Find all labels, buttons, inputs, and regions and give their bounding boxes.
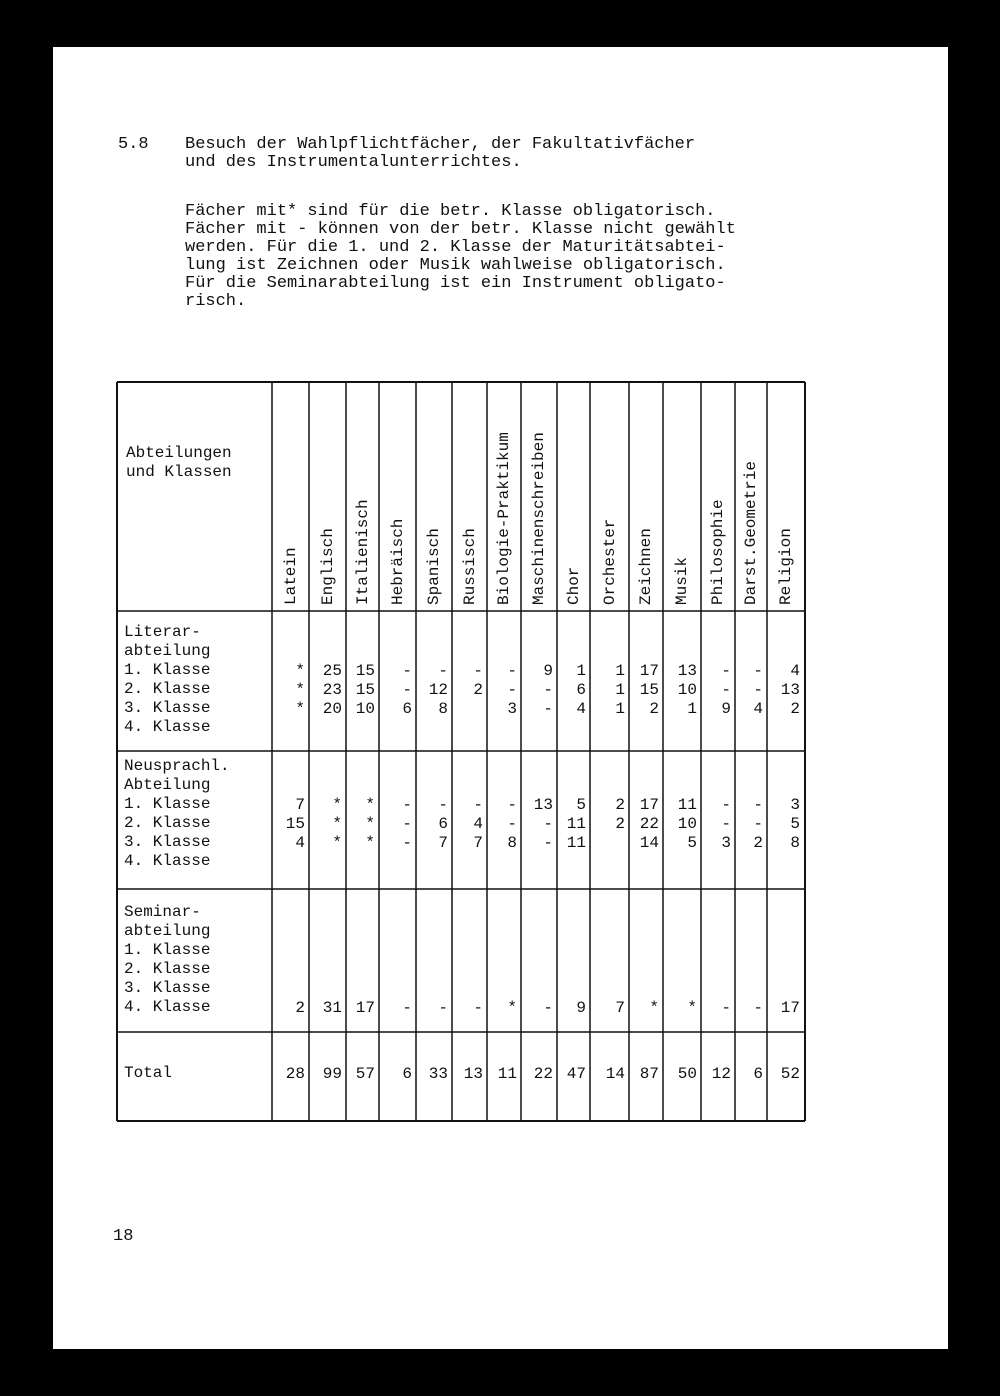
section-heading: Besuch der Wahlpflichtfächer, der Fakultativfächer und des Instrumentalunterrichtes. <box>185 135 696 172</box>
table-cell: 6 <box>576 681 586 699</box>
table-cell: 17 <box>639 662 659 680</box>
table-cell: - <box>473 999 483 1017</box>
total-cell: 6 <box>753 1065 763 1083</box>
table-cell: * <box>365 796 375 814</box>
table-cell: 17 <box>780 999 800 1017</box>
table-cell: 12 <box>428 681 448 699</box>
table-cell: - <box>721 815 731 833</box>
table-cell: * <box>507 999 517 1017</box>
total-cell: 14 <box>605 1065 625 1083</box>
total-cell: 11 <box>497 1065 517 1083</box>
table-cell: 4 <box>753 700 763 718</box>
table-cell: 20 <box>322 700 342 718</box>
column-header-religion: Religion <box>776 528 795 605</box>
table-cell: - <box>402 796 412 814</box>
table-cell: 5 <box>790 815 800 833</box>
total-label: Total <box>124 1064 173 1082</box>
table-cell: 2 <box>295 999 305 1017</box>
table-cell: 2 <box>473 681 483 699</box>
total-cell: 57 <box>355 1065 375 1083</box>
section-number: 5.8 <box>118 135 149 154</box>
table-cell: 3 <box>790 796 800 814</box>
column-header-hebr-isch: Hebräisch <box>388 518 407 605</box>
table-cell: 2 <box>615 815 625 833</box>
table-cell: - <box>402 834 412 852</box>
total-cell: 47 <box>566 1065 586 1083</box>
table-cell: 15 <box>355 662 375 680</box>
column-header-philosophie: Philosophie <box>709 499 727 605</box>
table-cell: * <box>332 815 342 833</box>
table-cell: 1 <box>615 662 625 680</box>
table-cell: - <box>753 815 763 833</box>
table-cell: 3 <box>507 700 517 718</box>
table-cell: - <box>402 681 412 699</box>
corner-header: Abteilungen und Klassen <box>126 444 232 481</box>
table-cell: 23 <box>322 681 342 699</box>
table-cell: 5 <box>576 796 586 814</box>
table-cell: - <box>507 815 517 833</box>
table-cell: 4 <box>790 662 800 680</box>
table-cell: - <box>402 999 412 1017</box>
table-cell: - <box>402 662 412 680</box>
table-cell: 6 <box>438 815 448 833</box>
table-cell: 2 <box>615 796 625 814</box>
table-cell: 2 <box>753 834 763 852</box>
table-cell: - <box>438 662 448 680</box>
table-cell: * <box>649 999 659 1017</box>
table-cell: 22 <box>639 815 659 833</box>
column-header-maschinenschreiben: Maschinenschreiben <box>530 432 548 605</box>
table-cell: 5 <box>687 834 697 852</box>
group-label: Neusprachl. Abteilung 1. Klasse 2. Klasse 3. Klasse 4. Klasse <box>124 757 230 870</box>
table-cell: 2 <box>790 700 800 718</box>
total-cell: 22 <box>533 1065 553 1083</box>
table-cell: 7 <box>473 834 483 852</box>
table-cell: - <box>753 681 763 699</box>
table-cell: - <box>507 681 517 699</box>
column-header-musik: Musik <box>673 556 691 605</box>
table-cell: 31 <box>322 999 342 1017</box>
table-cell: - <box>543 834 553 852</box>
table-cell: 7 <box>295 796 305 814</box>
table-cell: - <box>507 796 517 814</box>
table-cell: * <box>687 999 697 1017</box>
table-cell: 9 <box>576 999 586 1017</box>
column-header-italienisch: Italienisch <box>353 499 372 605</box>
table-cell: 4 <box>576 700 586 718</box>
table-cell: - <box>753 662 763 680</box>
table-cell: - <box>473 796 483 814</box>
explanatory-note: Fächer mit* sind für die betr. Klasse obligatorisch. Fächer mit - können von der betr. Klasse nicht gewählt werden. Für die 1. und 2. Klasse der Maturitätsabtei- lung ist Zeichnen oder Musik wahlweise obligatorisch. Für die Seminarabteilung ist ein Instrument obligato- risch. <box>185 202 736 311</box>
table-cell: 9 <box>543 662 553 680</box>
table-cell: * <box>332 834 342 852</box>
column-header-chor: Chor <box>564 566 583 605</box>
document-page <box>53 47 948 1349</box>
table-cell: 11 <box>566 834 586 852</box>
table-cell: 1 <box>687 700 697 718</box>
table-cell: - <box>473 662 483 680</box>
table-cell: 1 <box>576 662 586 680</box>
table-cell: - <box>543 815 553 833</box>
table-cell: - <box>721 999 731 1017</box>
table-cell: - <box>438 999 448 1017</box>
table-cell: 1 <box>615 681 625 699</box>
table-cell: * <box>295 662 305 680</box>
column-header-orchester: Orchester <box>600 518 619 605</box>
table-cell: 17 <box>355 999 375 1017</box>
total-cell: 6 <box>402 1065 412 1083</box>
group-label: Literar- abteilung 1. Klasse 2. Klasse 3. Klasse 4. Klasse <box>124 623 211 736</box>
table-cell: - <box>402 815 412 833</box>
table-cell: 6 <box>402 700 412 718</box>
table-cell: 7 <box>438 834 448 852</box>
table-cell: 13 <box>780 681 800 699</box>
table-cell: 25 <box>322 662 342 680</box>
table-cell: 17 <box>639 796 659 814</box>
table-cell: * <box>295 681 305 699</box>
table-cell: 7 <box>615 999 625 1017</box>
total-cell: 13 <box>463 1065 483 1083</box>
table-cell: 11 <box>566 815 586 833</box>
table-cell: 3 <box>721 834 731 852</box>
table-cell: 8 <box>790 834 800 852</box>
table-cell: 2 <box>649 700 659 718</box>
table-cell: 4 <box>473 815 483 833</box>
table-cell: 15 <box>355 681 375 699</box>
table-cell: 13 <box>677 662 697 680</box>
column-header-zeichnen: Zeichnen <box>637 528 655 605</box>
table-cell: 13 <box>533 796 553 814</box>
table-cell: 10 <box>355 700 375 718</box>
table-cell: 10 <box>677 815 697 833</box>
table-cell: 15 <box>285 815 305 833</box>
table-cell: 9 <box>721 700 731 718</box>
table-cell: * <box>365 815 375 833</box>
total-cell: 52 <box>780 1065 800 1083</box>
table-cell: - <box>507 662 517 680</box>
page-number: 18 <box>113 1227 134 1246</box>
table-cell: - <box>721 662 731 680</box>
total-cell: 12 <box>711 1065 731 1083</box>
total-cell: 50 <box>677 1065 697 1083</box>
table-cell: 1 <box>615 700 625 718</box>
column-header-latein: Latein <box>281 547 300 605</box>
table-cell: - <box>721 796 731 814</box>
total-cell: 87 <box>639 1065 659 1083</box>
table-cell: * <box>332 796 342 814</box>
column-header-biologie-praktikum: Biologie-Praktikum <box>495 432 513 605</box>
table-cell: - <box>753 796 763 814</box>
group-label: Seminar- abteilung 1. Klasse 2. Klasse 3. Klasse 4. Klasse <box>124 903 211 1016</box>
table-cell: 8 <box>438 700 448 718</box>
total-cell: 33 <box>428 1065 448 1083</box>
table-cell: 10 <box>677 681 697 699</box>
table-cell: - <box>721 681 731 699</box>
total-cell: 99 <box>322 1065 342 1083</box>
table-cell: - <box>543 999 553 1017</box>
table-cell: * <box>295 700 305 718</box>
table-cell: 8 <box>507 834 517 852</box>
column-header-russisch: Russisch <box>460 528 479 605</box>
subject-attendance-table <box>116 381 806 1126</box>
total-cell: 28 <box>285 1065 305 1083</box>
column-header-spanisch: Spanisch <box>425 528 443 605</box>
table-cell: 14 <box>639 834 659 852</box>
table-cell: 11 <box>677 796 697 814</box>
table-cell: - <box>543 700 553 718</box>
table-cell: - <box>753 999 763 1017</box>
table-cell: - <box>543 681 553 699</box>
table-cell: * <box>365 834 375 852</box>
column-header-darst-geometrie: Darst.Geometrie <box>742 460 760 605</box>
column-header-englisch: Englisch <box>318 528 337 605</box>
table-cell: 15 <box>639 681 659 699</box>
table-cell: - <box>438 796 448 814</box>
table-cell: 4 <box>295 834 305 852</box>
